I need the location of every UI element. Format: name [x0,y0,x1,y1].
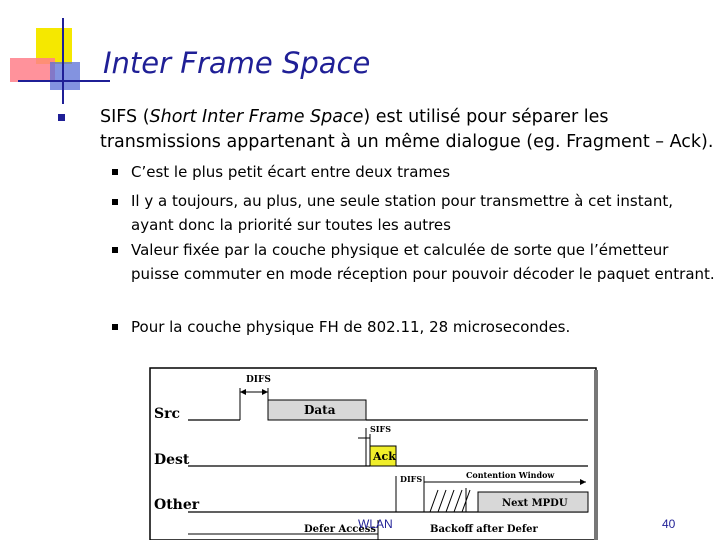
next-mpdu-label: Next MPDU [502,498,568,509]
ifs-timing-diagram [148,366,598,540]
defer-access-label: Defer Access [304,524,377,535]
footer-center-text: WLAN [358,517,393,531]
sifs-label: SIFS [370,424,391,434]
bullet-marker [112,247,118,253]
difs-label-other: DIFS [400,474,423,484]
bullet-marker [58,114,65,121]
slide-title: Inter Frame Space [103,46,371,80]
ack-frame-label: Ack [373,450,396,463]
corner-decoration [0,0,110,110]
data-frame-label: Data [304,403,336,417]
page-number: 40 [662,517,676,531]
sub-bullet-2: Il y a toujours, au plus, une seule station pour transmettre à cet instant, ayant donc la priorité sur toutes les autres [131,192,673,234]
sub-bullet-1: C’est le plus petit écart entre deux trames [131,163,451,181]
row-label-dest: Dest [154,452,190,468]
row-label-other: Other [154,497,200,513]
sub-bullet-3: Valeur fixée par la couche physique et calculée de sorte que l’émetteur puisse commuter en mode réception pour pouvoir décoder le paquet entrant. [131,241,715,283]
backoff-label: Backoff after Defer [430,524,538,535]
difs-label-top: DIFS [246,375,271,385]
bullet-marker [112,169,118,175]
sub-bullet-4: Pour la couche physique FH de 802.11, 28 microsecondes. [131,318,571,336]
bullet-marker [112,324,118,330]
row-label-src: Src [154,406,181,422]
contention-window-label: Contention Window [466,470,555,480]
main-bullet-text: SIFS (Short Inter Frame Space) est utilisé pour séparer les transmissions appartenant à un même dialogue (eg. Fragment – Ack). [100,107,714,152]
bullet-marker [112,199,118,205]
